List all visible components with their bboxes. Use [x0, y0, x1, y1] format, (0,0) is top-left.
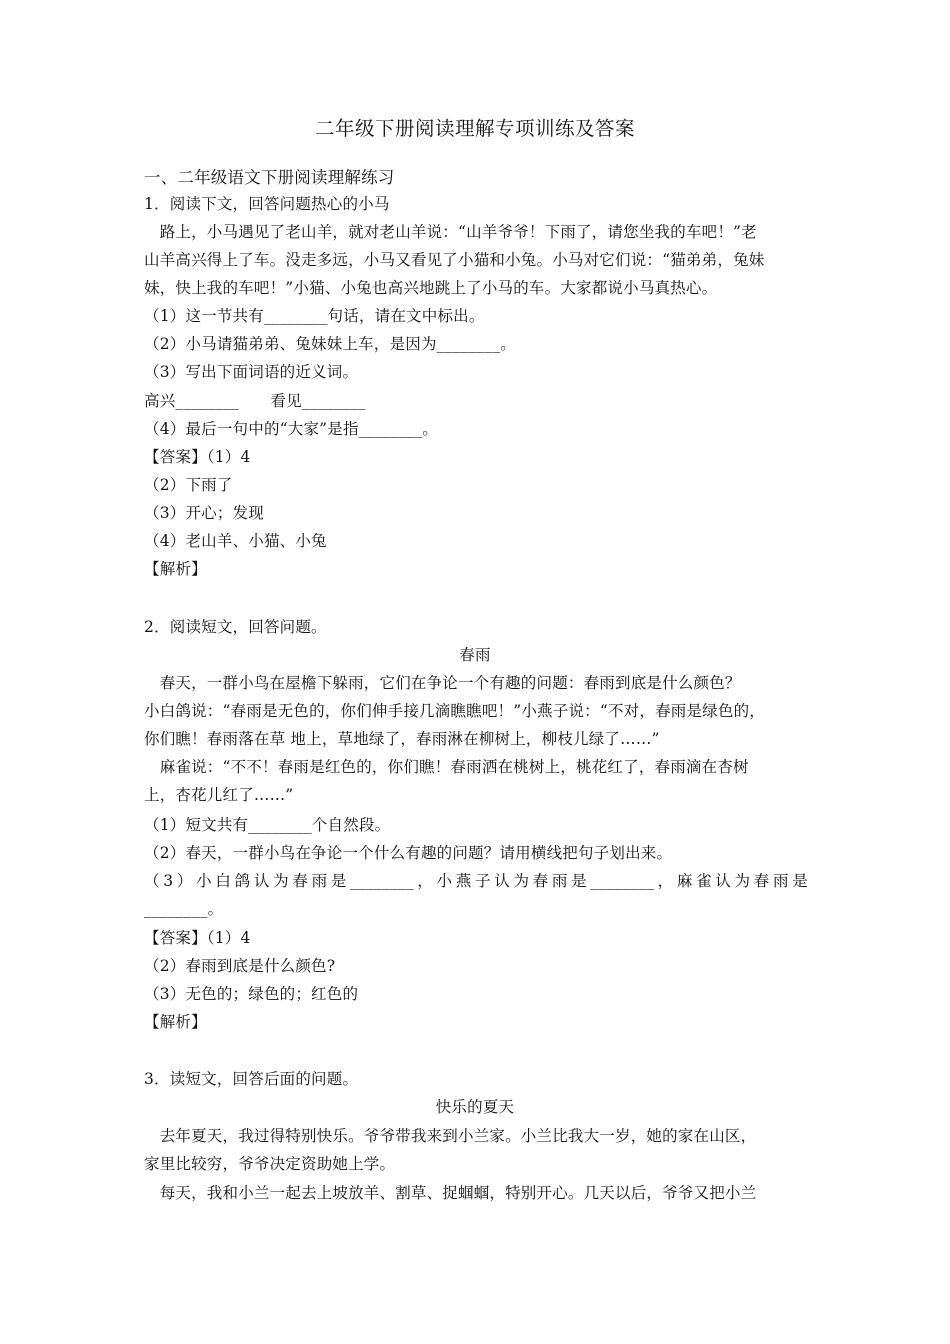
q1-analysis-label: 【解析】 — [144, 560, 207, 578]
q1-sub-question-2: （2）小马请猫弟弟、兔妹妹上车，是因为________。 — [144, 335, 516, 353]
q3-passage-line-3: 每天，我和小兰一起去上坡放羊、割草、捉蝈蝈，特别开心。几天以后，爷爷又把小兰 — [144, 1184, 757, 1202]
q1-sub-question-4: （4）最后一句中的“大家”是指________。 — [144, 420, 439, 438]
q1-passage-line-2: 山羊高兴得上了车。没走多远，小马又看见了小猫和小兔。小马对它们说：“猫弟弟，兔妹 — [144, 251, 765, 269]
q1-sub-question-3: （3）写出下面词语的近义词。 — [144, 363, 359, 381]
q2-passage-line-5: 上，杏花儿红了……” — [144, 786, 294, 804]
q2-answer-3: （3）无色的；绿色的；红色的 — [144, 985, 359, 1003]
q2-sub-question-1: （1）短文共有________个自然段。 — [144, 816, 391, 834]
q1-sub-question-3-blanks: 高兴________ 看见________ — [144, 392, 366, 410]
section-heading: 一、二年级语文下册阅读理解练习 — [144, 168, 395, 187]
q2-sub-question-2: （2）春天，一群小鸟在争论一个什么有趣的问题？请用横线把句子划出来。 — [144, 844, 673, 862]
q1-passage-line-1: 路上，小马遇见了老山羊，就对老山羊说：“山羊爷爷！下雨了，请您坐我的车吧！”老 — [144, 223, 757, 241]
q3-passage-line-2: 家里比较穷，爷爷决定资助她上学。 — [144, 1155, 396, 1173]
q3-passage-line-1: 去年夏天，我过得特别快乐。爷爷带我来到小兰家。小兰比我大一岁，她的家在山区， — [144, 1127, 757, 1145]
q2-sub-question-3: （3）小白鸽认为春雨是________，小燕子认为春雨是________，麻雀认为春雨是 — [144, 872, 808, 890]
q1-answer-1: 【答案】（1）4 — [144, 448, 251, 466]
q2-answer-1: 【答案】（1）4 — [144, 929, 251, 947]
q1-sub-question-1: （1）这一节共有________句话，请在文中标出。 — [144, 307, 485, 325]
q2-analysis-label: 【解析】 — [144, 1013, 207, 1031]
q1-answer-3: （3）开心；发现 — [144, 504, 264, 522]
q1-heading: 1．阅读下文，回答问题热心的小马 — [144, 195, 390, 213]
q2-answer-2: （2）春雨到底是什么颜色? — [144, 957, 336, 975]
q3-heading: 3．读短文，回答后面的问题。 — [144, 1070, 359, 1088]
q1-passage-line-3: 妹，快上我的车吧！”小猫、小兔也高兴地跳上了小马的车。大家都说小马真热心。 — [144, 279, 718, 297]
q2-passage-line-2: 小白鸽说：“春雨是无色的，你们伸手接几滴瞧瞧吧！”小燕子说：“不对，春雨是绿色的， — [144, 702, 765, 720]
q2-passage-title: 春雨 — [459, 646, 491, 664]
q2-passage-line-3: 你们瞧！春雨落在草 地上，草地绿了，春雨淋在柳树上，柳枝儿绿了……” — [144, 730, 660, 748]
q1-answer-2: （2）下雨了 — [144, 476, 233, 494]
q1-answer-4: （4）老山羊、小猫、小兔 — [144, 532, 327, 550]
q2-sub-question-3-cont: ________。 — [144, 900, 224, 918]
q2-passage-line-1: 春天，一群小鸟在屋檐下躲雨，它们在争论一个有趣的问题：春雨到底是什么颜色？ — [144, 674, 741, 692]
document-title: 二年级下册阅读理解专项训练及答案 — [314, 117, 635, 140]
q2-heading: 2．阅读短文，回答问题。 — [144, 618, 327, 636]
q2-passage-line-4: 麻雀说：“不不！春雨是红色的，你们瞧！春雨洒在桃树上，桃花红了，春雨滴在杏树 — [144, 758, 749, 776]
q3-passage-title: 快乐的夏天 — [435, 1098, 515, 1116]
